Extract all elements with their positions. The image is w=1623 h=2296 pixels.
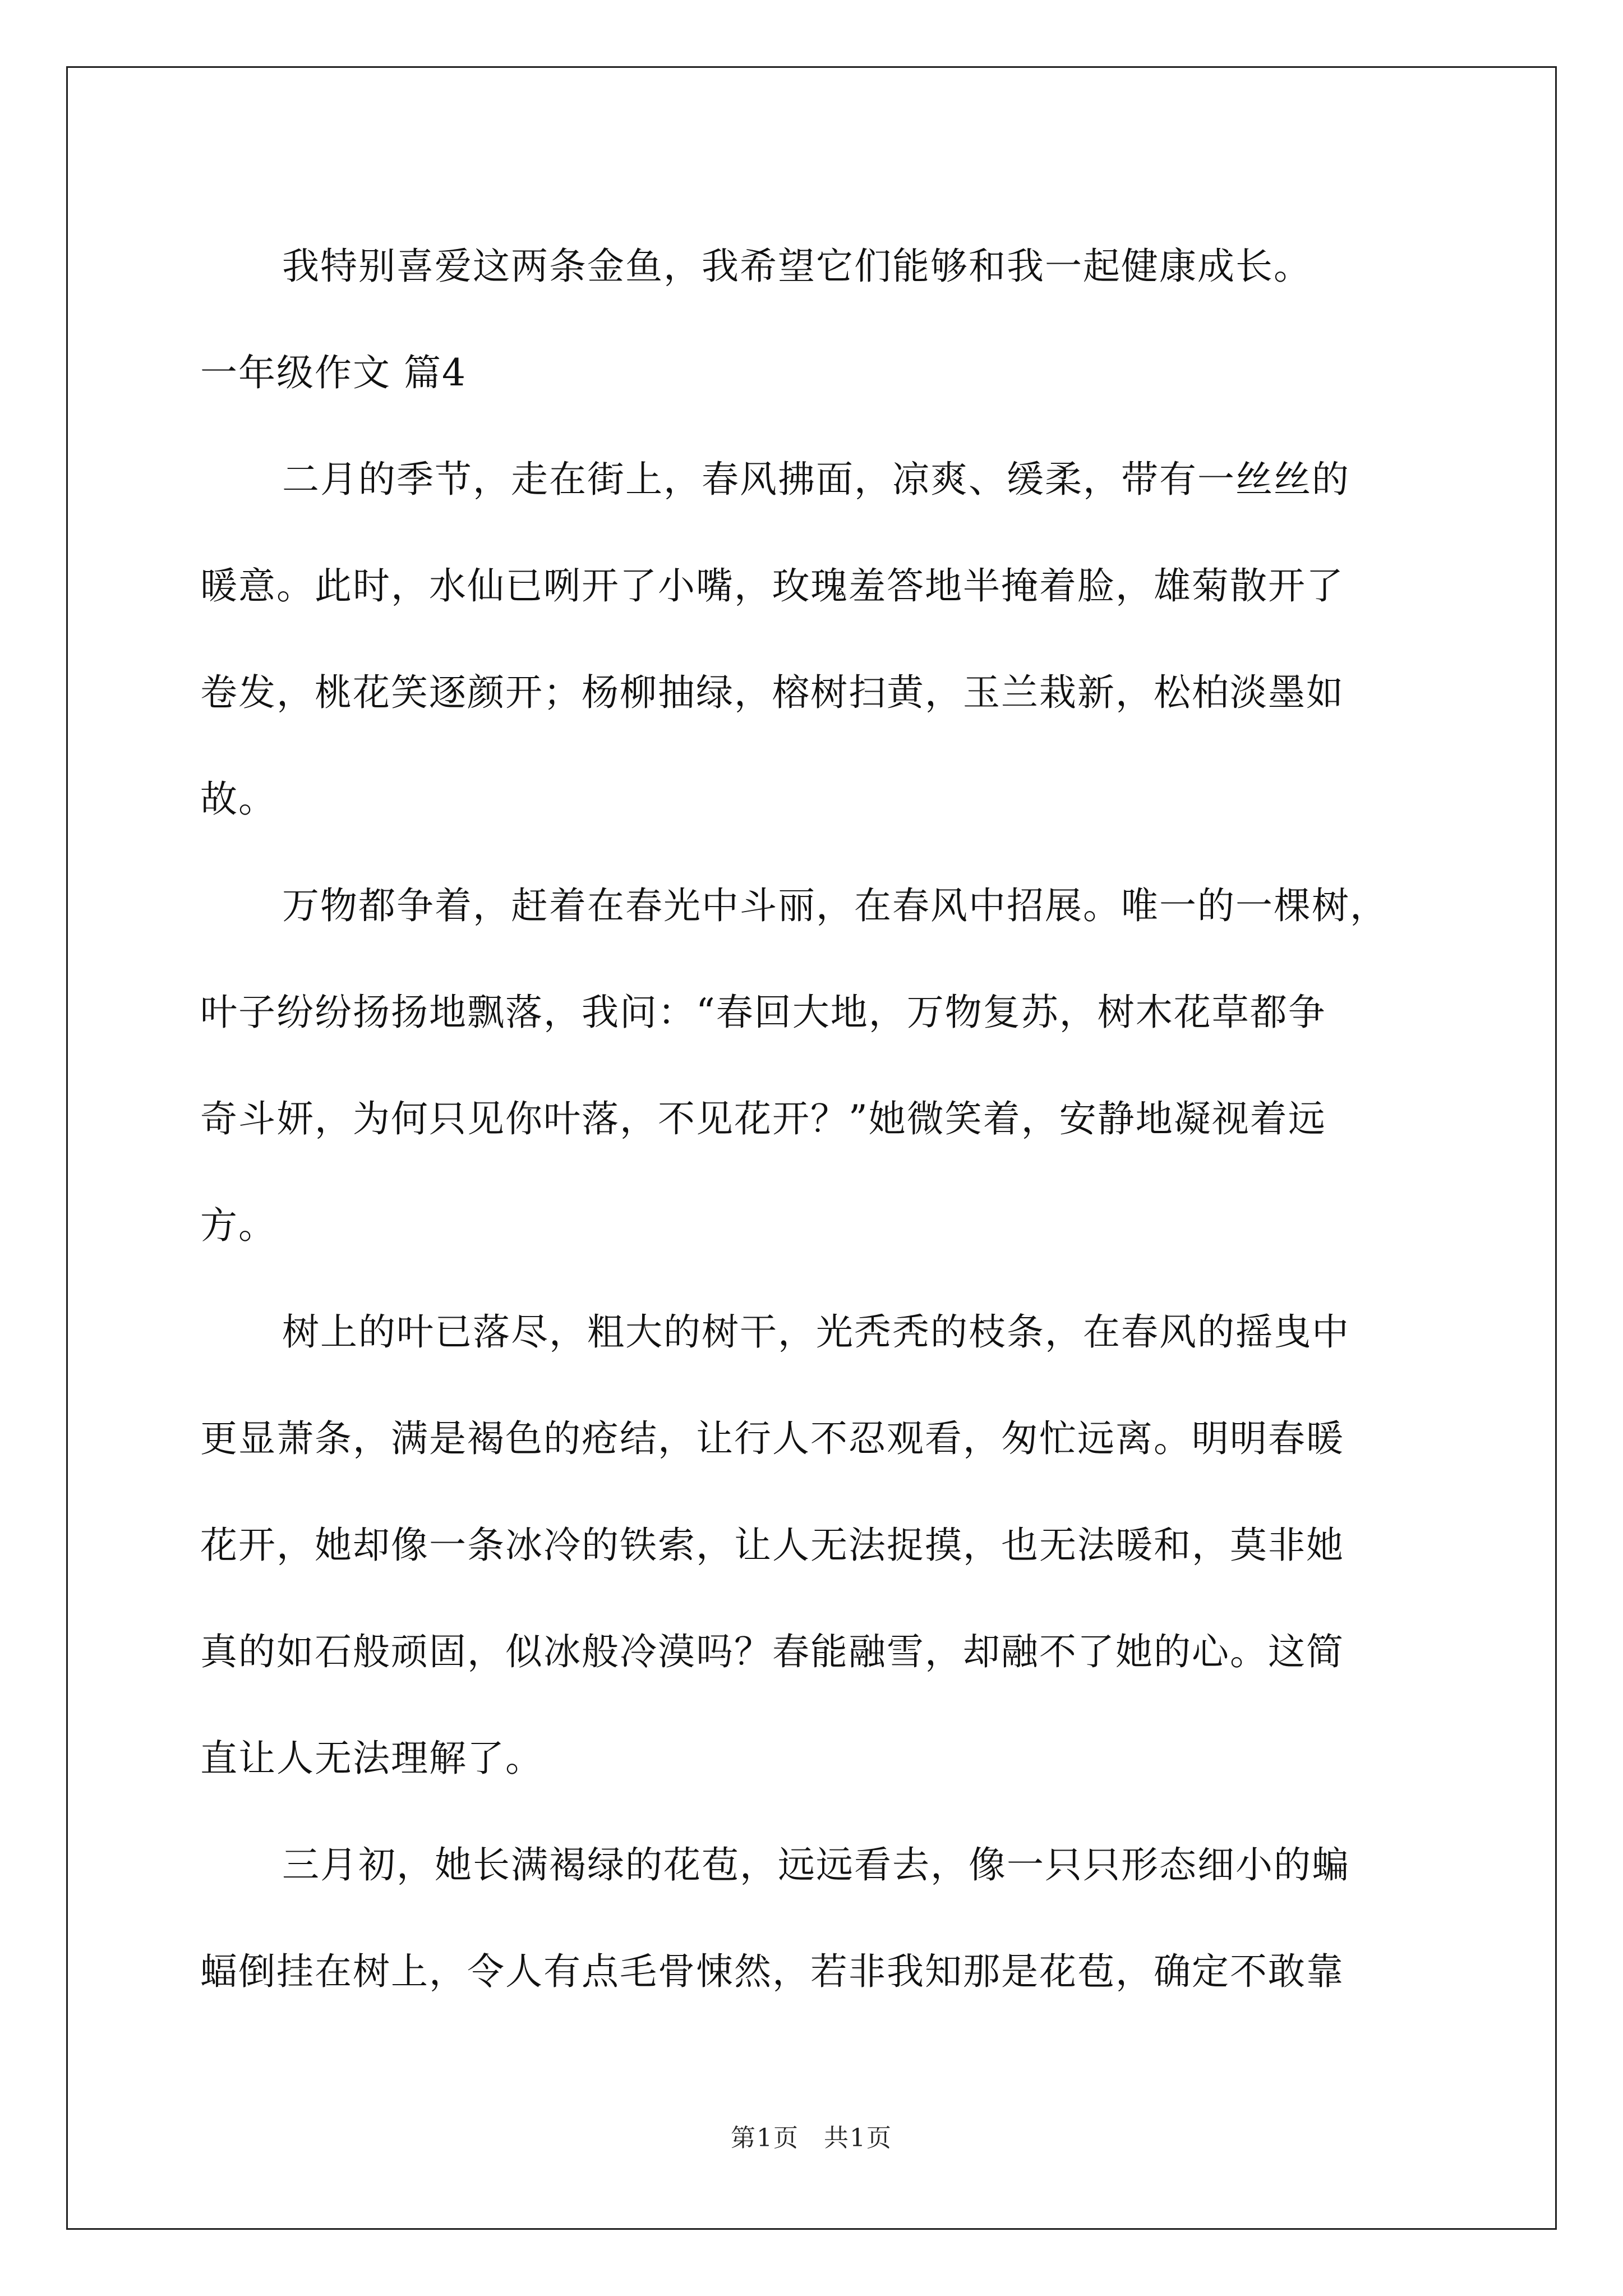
- page-number-current: 第1页: [731, 2124, 799, 2152]
- closing-sentence: [200, 213, 1428, 320]
- text-line: 真的如石般顽固，似冰般冷漠吗？春能融雪，却融不了她的心。这简: [200, 1630, 1344, 1673]
- text-line: 方。: [200, 1204, 276, 1247]
- text-line: 三月初，她长满褐绿的花苞，远远看去，像一只只形态细小的蝙: [282, 1843, 1350, 1887]
- section-heading: [200, 320, 1428, 426]
- paragraph-1: [200, 426, 1428, 853]
- heading-text: 一年级作文 篇4: [200, 351, 467, 394]
- text-line: 蝠倒挂在树上，令人有点毛骨悚然，若非我知那是花苞，确定不敢靠: [200, 1950, 1344, 1993]
- text-line: 我特别喜爱这两条金鱼，我希望它们能够和我一起健康成长。: [282, 245, 1312, 288]
- text-line: 更显萧条，满是褐色的疮结，让行人不忍观看，匆忙远离。明明春暖: [200, 1417, 1344, 1460]
- text-line: 暖意。此时，水仙已咧开了小嘴，玫瑰羞答地半掩着脸，雄菊散开了: [200, 564, 1344, 608]
- text-line: 叶子纷纷扬扬地飘落，我问：“春回大地，万物复苏，树木花草都争: [200, 991, 1326, 1034]
- text-line: 树上的叶已落尽，粗大的树干，光秃秃的枝条，在春风的摇曳中: [282, 1310, 1350, 1354]
- text-line: 二月的季节，走在街上，春风拂面，凉爽、缓柔，带有一丝丝的: [282, 458, 1350, 501]
- text-line: 直让人无法理解了。: [200, 1737, 543, 1780]
- text-line: 奇斗妍，为何只见你叶落，不见花开？”她微笑着，安静地凝视着远: [200, 1097, 1326, 1140]
- paragraph-2: [200, 853, 1428, 1279]
- paragraph-3: [200, 1279, 1428, 1812]
- text-line: 卷发，桃花笑逐颜开；杨柳抽绿，榕树扫黄，玉兰栽新，松柏淡墨如: [200, 671, 1344, 714]
- page-number-total: 共1页: [824, 2124, 892, 2152]
- document-body: [200, 213, 1428, 2025]
- page-footer: [0, 2118, 1623, 2154]
- text-line: 故。: [200, 777, 276, 821]
- text-line: 万物都争着，赶着在春光中斗丽，在春风中招展。唯一的一棵树，: [282, 884, 1388, 927]
- text-line: 花开，她却像一条冰冷的铁索，让人无法捉摸，也无法暖和，莫非她: [200, 1524, 1344, 1567]
- paragraph-4: [200, 1812, 1428, 2025]
